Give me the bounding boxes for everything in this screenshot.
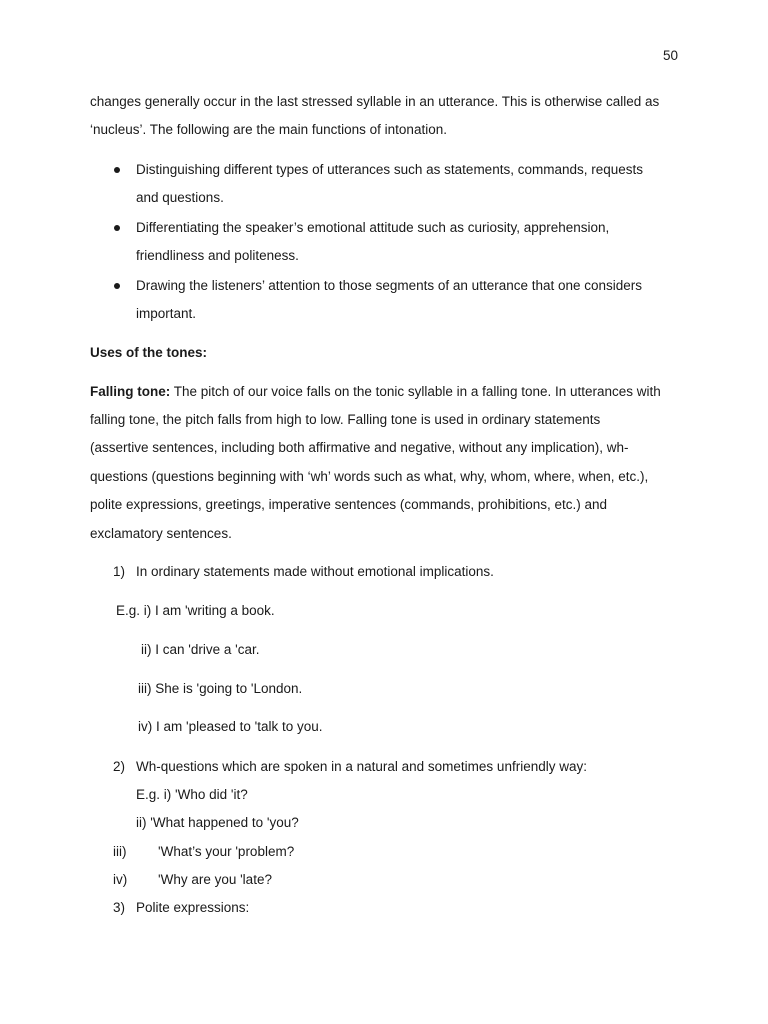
bullet-2-line-2: friendliness and politeness. xyxy=(136,248,299,263)
intro-line-2: ‘nucleus’. The following are the main functions of intonation. xyxy=(90,122,447,137)
example-2-3-text: 'What’s your 'problem? xyxy=(158,844,295,859)
page-number: 50 xyxy=(662,48,678,63)
example-2-4-number: iv) xyxy=(113,872,128,887)
list-item-2-text: Wh-questions which are spoken in a natural and sometimes unfriendly way: xyxy=(136,759,587,774)
example-1-4: iv) I am 'pleased to 'talk to you. xyxy=(138,719,323,734)
list-number-3: 3) xyxy=(113,900,126,915)
bullet-1-line-1: Distinguishing different types of utterances such as statements, commands, requests xyxy=(136,162,644,177)
list-number-2: 2) xyxy=(113,759,126,774)
bullet-dot xyxy=(114,225,120,231)
list-number-1: 1) xyxy=(113,564,126,579)
falling-tone-line-1 xyxy=(90,383,661,401)
falling-tone-label: Falling tone: xyxy=(90,384,171,399)
bullet-dot xyxy=(114,283,120,289)
falling-tone-line-2: falling tone, the pitch falls from high to low. Falling tone is used in ordinary statements xyxy=(90,412,601,427)
falling-tone-line-3: (assertive sentences, including both affirmative and negative, without any implication), wh- xyxy=(90,440,629,455)
falling-tone-text: The pitch of our voice falls on the tonic syllable in a falling tone. In utterances with xyxy=(170,384,661,399)
bullet-3-line-2: important. xyxy=(136,306,197,321)
list-item-3-text: Polite expressions: xyxy=(136,900,250,915)
falling-tone-line-5: polite expressions, greetings, imperative sentences (commands, prohibitions, etc.) and xyxy=(90,497,608,512)
section-heading: Uses of the tones: xyxy=(90,345,208,360)
bullet-2-line-1: Differentiating the speaker’s emotional attitude such as curiosity, apprehension, xyxy=(136,220,610,235)
list-item-1-text: In ordinary statements made without emotional implications. xyxy=(136,564,494,579)
example-1-3: iii) She is 'going to 'London. xyxy=(138,681,303,696)
bullet-1-line-2: and questions. xyxy=(136,190,224,205)
example-2-1: E.g. i) 'Who did 'it? xyxy=(136,787,248,802)
falling-tone-line-6: exclamatory sentences. xyxy=(90,526,232,541)
example-1-1: E.g. i) I am 'writing a book. xyxy=(116,603,275,618)
falling-tone-line-4: questions (questions beginning with ‘wh’ words such as what, why, whom, where, when, etc.), xyxy=(90,469,649,484)
bullet-dot xyxy=(114,167,120,173)
intro-line-1: changes generally occur in the last stressed syllable in an utterance. This is otherwise called as xyxy=(90,94,660,109)
example-2-2: ii) 'What happened to 'you? xyxy=(136,815,299,830)
example-1-2: ii) I can 'drive a 'car. xyxy=(141,642,260,657)
example-2-3-number: iii) xyxy=(113,844,127,859)
example-2-4-text: 'Why are you 'late? xyxy=(158,872,272,887)
bullet-3-line-1: Drawing the listeners’ attention to those segments of an utterance that one considers xyxy=(136,278,643,293)
